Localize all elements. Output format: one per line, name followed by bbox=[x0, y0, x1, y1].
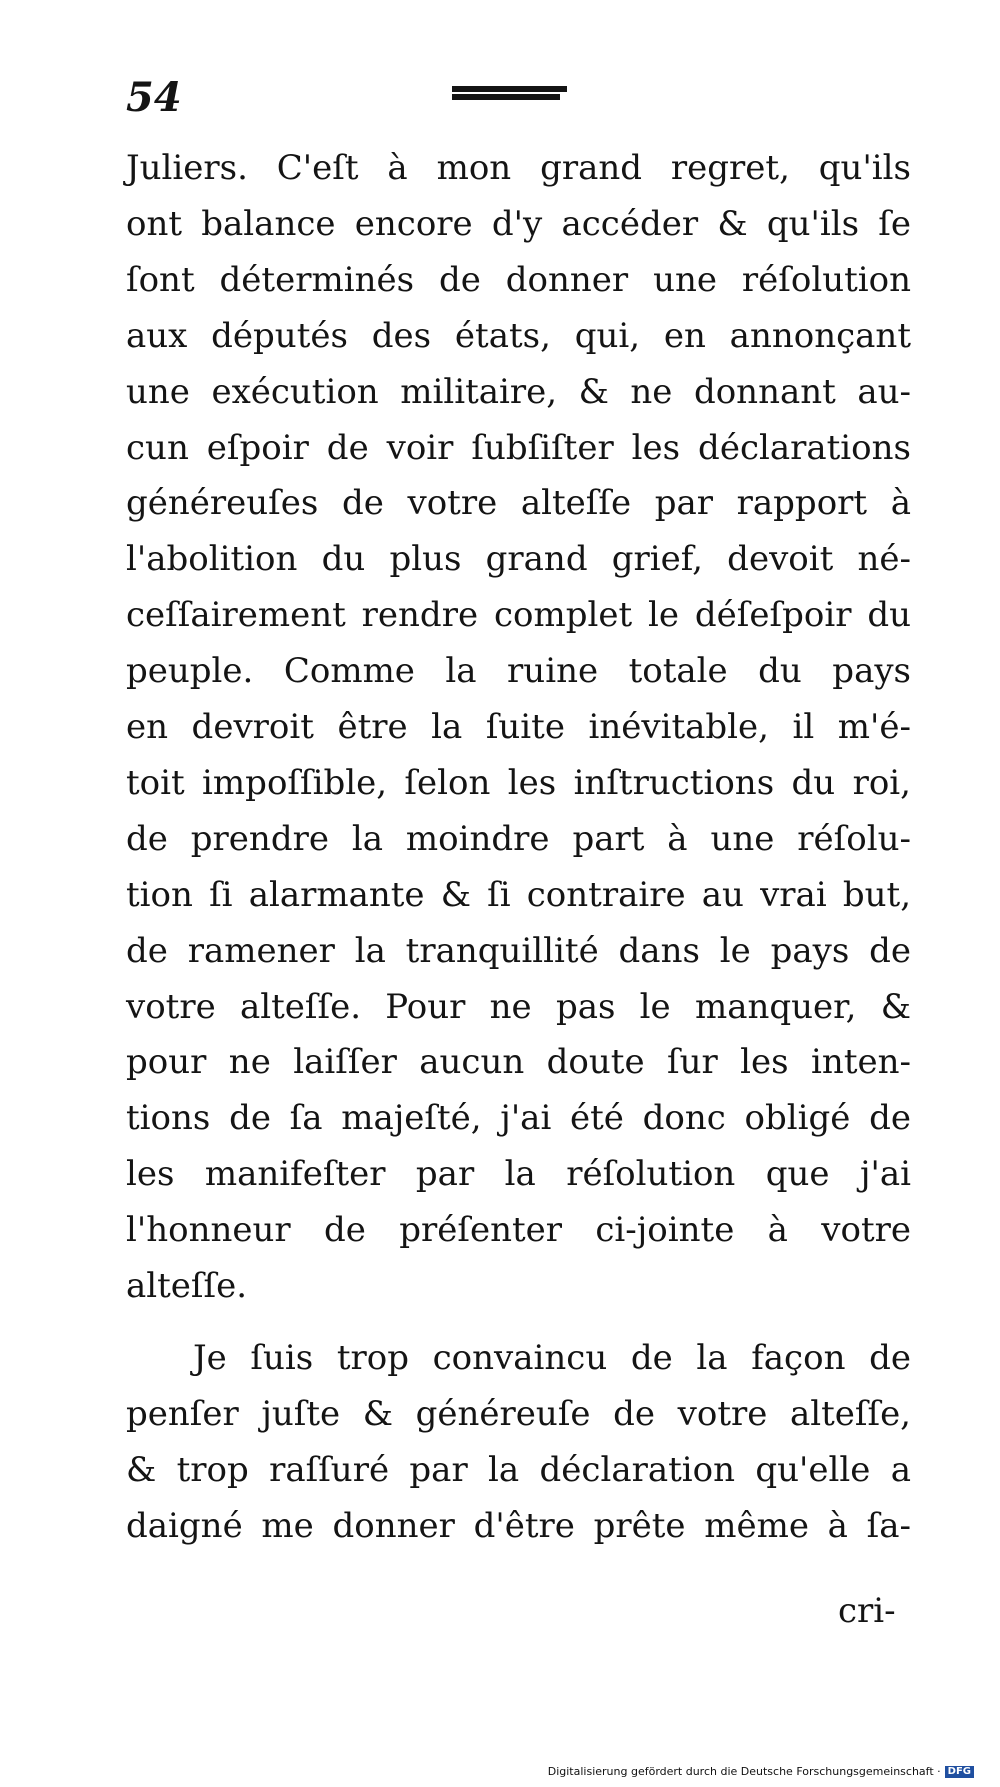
text-line: en devroit être la ſuite inévitable, il m'é- bbox=[126, 707, 911, 747]
footer-credit bbox=[548, 1765, 974, 1779]
footer-credit-text: Digitalisierung gefördert durch die Deutsche Forschungsgemeinschaft · bbox=[547, 1765, 941, 1778]
text-line: peuple. Comme la ruine totale du pays bbox=[126, 651, 911, 692]
text-line: l'abolition du plus grand grief, devoit né- bbox=[126, 539, 911, 580]
text-line: tion ſi alarmante & ſi contraire au vrai but, bbox=[126, 874, 911, 915]
text-line: l'honneur de préſenter ci-jointe à votre bbox=[126, 1210, 911, 1251]
text-line: toit impoſſible, ſelon les inſtructions du roi, bbox=[126, 762, 911, 803]
text-line: généreuſes de votre alteſſe par rapport à bbox=[126, 483, 911, 524]
header-ornament-rule bbox=[452, 86, 567, 100]
text-line: les manifeſter par la réſolution que j'ai bbox=[126, 1154, 911, 1195]
text-line: Je ſuis trop convaincu de la façon de bbox=[193, 1338, 911, 1378]
text-line: aux députés des états, qui, en annonçant bbox=[126, 315, 911, 356]
text-line: ſont déterminés de donner une réſolution bbox=[126, 259, 911, 300]
text-line: daigné me donner d'être prête même à ſa- bbox=[126, 1505, 911, 1546]
text-line: ont balance encore d'y accéder & qu'ils ſe bbox=[126, 203, 911, 244]
page-number: 54 bbox=[126, 74, 182, 121]
text-line: cun eſpoir de voir ſubſiſter les déclarations bbox=[126, 427, 911, 468]
text-line: pour ne laiſſer aucun doute ſur les inten- bbox=[126, 1042, 911, 1083]
text-line: de prendre la moindre part à une réſolu- bbox=[126, 818, 911, 859]
text-line: de ramener la tranquillité dans le pays de bbox=[126, 930, 911, 971]
text-line: ceſſairement rendre complet le déſeſpoir du bbox=[126, 595, 911, 636]
text-line: alteſſe. bbox=[126, 1266, 248, 1306]
text-line: penſer juſte & généreuſe de votre alteſſe, bbox=[126, 1393, 911, 1434]
text-line: tions de ſa majeſté, j'ai été donc obligé de bbox=[126, 1098, 911, 1139]
text-line: votre alteſſe. Pour ne pas le manquer, & bbox=[126, 986, 911, 1027]
text-line: Juliers. C'eſt à mon grand regret, qu'ils bbox=[126, 148, 911, 188]
dfg-logo: DFG bbox=[945, 1766, 974, 1778]
text-line: & trop raſſuré par la déclaration qu'elle a bbox=[126, 1449, 911, 1490]
catchword: cri- bbox=[838, 1591, 896, 1631]
text-line: une exécution militaire, & ne donnant au- bbox=[126, 371, 911, 412]
